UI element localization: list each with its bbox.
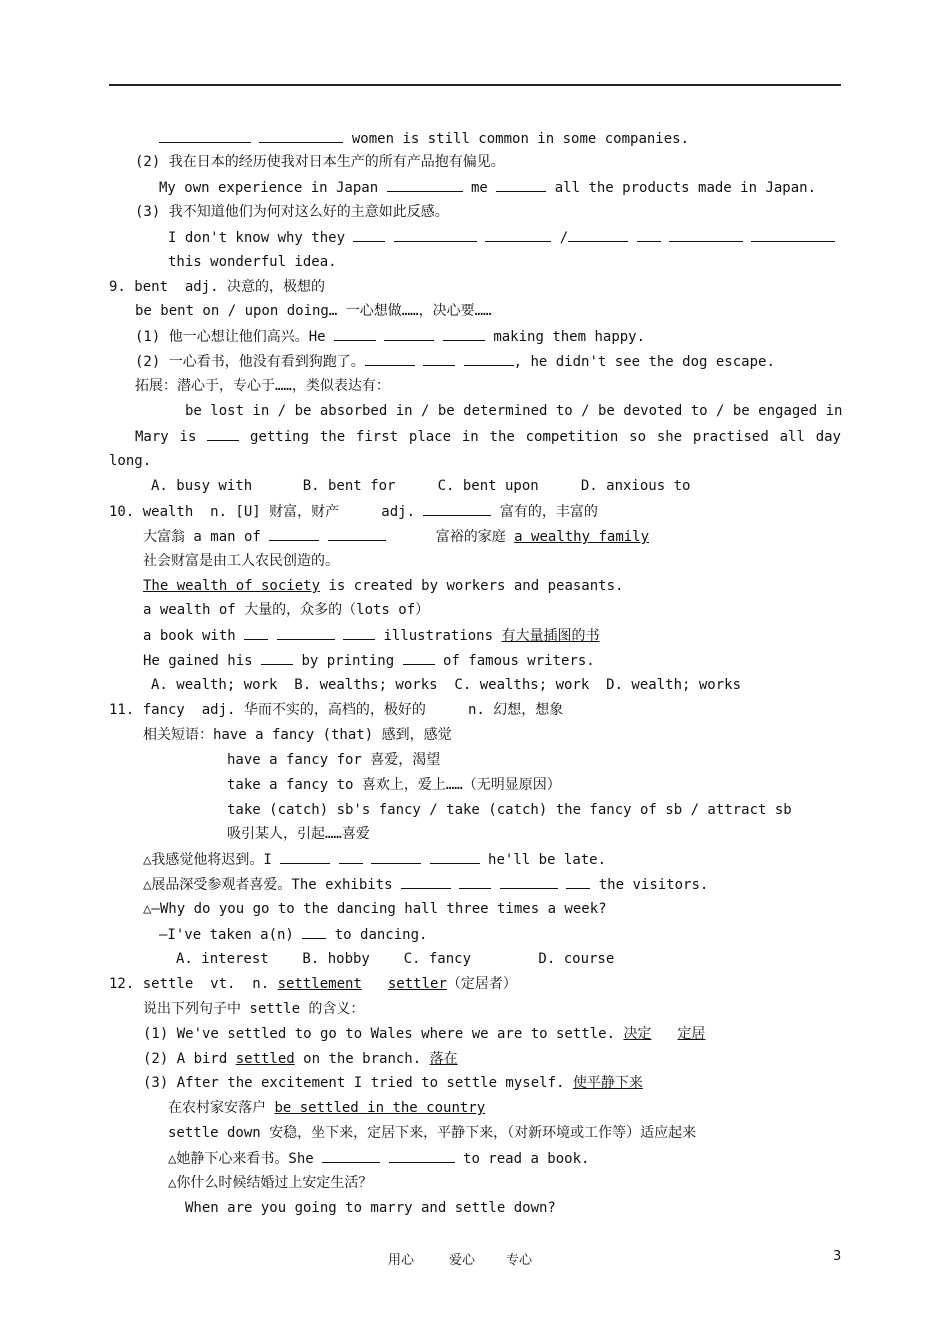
- answer-blank[interactable]: [261, 651, 293, 665]
- text-line: [168, 1099, 485, 1117]
- answer-blank[interactable]: [751, 228, 835, 242]
- text-line: 吸引某人，引起……喜爱: [227, 826, 370, 842]
- line-text: (2) 一心看书，他没有看到狗跑了。: [135, 354, 365, 370]
- line-text: women is still common in some companies.: [343, 131, 690, 147]
- answer-blank[interactable]: [459, 875, 491, 889]
- text-line: [143, 626, 599, 645]
- text-line: 拓展：潜心于，专心于……，类似表达有：: [135, 378, 390, 394]
- answer-blank[interactable]: [496, 178, 546, 192]
- answer-blank[interactable]: [269, 527, 319, 541]
- text-line: take (catch) sb's fancy / take (catch) the fancy of sb / attract sb: [227, 802, 792, 818]
- line-text: 在农村家安落户: [168, 1100, 275, 1116]
- answer-blank[interactable]: [343, 626, 375, 640]
- line-text: all the products made in Japan.: [546, 180, 817, 196]
- line-text: 大富翁 a man of: [143, 529, 270, 545]
- answer-blank[interactable]: [302, 925, 326, 939]
- answer-blank[interactable]: [371, 850, 421, 864]
- answer-blank[interactable]: [322, 1149, 380, 1163]
- choice-options: A. wealth; work B. wealths; works C. wealths; work D. wealth; works: [151, 677, 742, 693]
- text-line: (3) 我不知道他们为何对这么好的主意如此反感。: [135, 204, 449, 220]
- line-text: on the branch.: [294, 1051, 430, 1067]
- answer-blank[interactable]: [423, 352, 455, 366]
- answer-text: 决定: [623, 1026, 652, 1042]
- line-text: △我感觉他将迟到。I: [143, 852, 281, 868]
- line-text: by printing: [293, 653, 403, 669]
- line-text: /: [551, 230, 569, 246]
- answer-blank[interactable]: [280, 850, 330, 864]
- answer-text: settlement: [277, 976, 362, 992]
- answer-blank[interactable]: [159, 129, 251, 143]
- text-line: 说出下列句子中 settle 的含义：: [143, 1001, 365, 1017]
- answer-blank[interactable]: [244, 626, 268, 640]
- answer-blank[interactable]: [384, 327, 434, 341]
- text-line: a wealth of 大量的，众多的（lots of）: [143, 602, 430, 618]
- text-line: [135, 352, 775, 371]
- line-text: △展品深受参观者喜爱。The exhibits: [143, 877, 402, 893]
- text-line: this wonderful idea.: [168, 254, 337, 270]
- section-heading: [109, 975, 517, 993]
- text-line: [143, 651, 595, 670]
- answer-text: settler: [387, 976, 447, 992]
- line-text: (3) After the excitement I tried to settle myself.: [143, 1075, 573, 1091]
- answer-blank[interactable]: [430, 850, 480, 864]
- text-line: [135, 327, 645, 346]
- answer-text: The wealth of society: [143, 578, 321, 594]
- header-rule: [109, 84, 841, 86]
- answer-blank[interactable]: [365, 352, 415, 366]
- line-text: to dancing.: [326, 927, 428, 943]
- answer-blank[interactable]: [389, 1149, 455, 1163]
- line-text: （定居者）: [446, 976, 517, 992]
- answer-text: 使平静下来: [572, 1075, 643, 1091]
- answer-blank[interactable]: [277, 626, 335, 640]
- answer-blank[interactable]: [464, 352, 514, 366]
- answer-blank[interactable]: [353, 228, 385, 242]
- answer-text: 有大量插图的书: [501, 628, 600, 644]
- line-text: (2) A bird: [143, 1051, 236, 1067]
- answer-blank[interactable]: [500, 875, 558, 889]
- text-line: [168, 228, 835, 247]
- answer-blank[interactable]: [403, 651, 435, 665]
- answer-blank[interactable]: [334, 327, 376, 341]
- footer-text-left: 用心: [388, 1253, 415, 1268]
- answer-blank[interactable]: [394, 228, 477, 242]
- answer-text: 定居: [677, 1026, 706, 1042]
- line-text: My own experience in Japan: [159, 180, 387, 196]
- text-line: have a fancy for 喜爱，渴望: [227, 752, 441, 768]
- text-line: △—Why do you go to the dancing hall three times a week?: [143, 901, 607, 917]
- text-line: be lost in / be absorbed in / be determined to / be devoted to / be engaged in: [185, 403, 843, 419]
- line-text: 10. wealth n. [U] 财富，财产 adj.: [109, 504, 424, 520]
- text-line: [143, 1025, 705, 1043]
- answer-blank[interactable]: [637, 228, 661, 242]
- text-line: long.: [109, 453, 152, 469]
- text-line: When are you going to marry and settle down?: [185, 1200, 556, 1216]
- answer-blank[interactable]: [485, 228, 551, 242]
- choice-options: A. busy with B. bent for C. bent upon D. anxious to: [151, 478, 691, 494]
- answer-blank[interactable]: [207, 427, 239, 441]
- footer-text-right: 专心: [506, 1253, 533, 1268]
- section-heading: [109, 502, 598, 521]
- answer-blank[interactable]: [328, 527, 386, 541]
- line-text: , he didn't see the dog escape.: [513, 354, 775, 370]
- text-line: [143, 577, 623, 595]
- text-line: (2) 我在日本的经历使我对日本生产的所有产品抱有偏见。: [135, 154, 505, 170]
- answer-blank[interactable]: [387, 178, 463, 192]
- line-text: a book with: [143, 628, 245, 644]
- answer-blank[interactable]: [568, 228, 628, 242]
- text-line: settle down 安稳，坐下来，定居下来，平静下来，（对新环境或工作等）适应起来: [168, 1125, 697, 1141]
- line-text: is created by workers and peasants.: [320, 578, 624, 594]
- line-text: △她静下心来看书。She: [168, 1151, 323, 1167]
- answer-blank[interactable]: [259, 129, 343, 143]
- line-text: He gained his: [143, 653, 262, 669]
- line-text: (1) We've settled to go to Wales where we are to settle.: [143, 1026, 624, 1042]
- text-line: [168, 1149, 589, 1168]
- line-text: 富裕的家庭: [435, 529, 515, 545]
- section-heading: 11. fancy adj. 华而不实的，高档的，极好的 n. 幻想，想象: [109, 702, 564, 718]
- text-line: [135, 427, 841, 446]
- text-line: [143, 1050, 458, 1068]
- text-line: 相关短语：have a fancy (that) 感到，感觉: [143, 727, 452, 743]
- line-text: getting the first place in the competition so she practised all day: [239, 429, 841, 445]
- text-line: △你什么时候结婚过上安定生活？: [168, 1175, 373, 1191]
- line-text: he'll be late.: [479, 852, 607, 868]
- text-line: 社会财富是由工人农民创造的。: [143, 553, 339, 569]
- page-number: 3: [833, 1249, 842, 1264]
- answer-text: be settled in the country: [274, 1100, 486, 1116]
- line-text: Mary is: [135, 429, 208, 445]
- line-text: of famous writers.: [434, 653, 595, 669]
- line-text: —I've taken a(n): [159, 927, 303, 943]
- line-text: 富有的，丰富的: [491, 504, 598, 520]
- answer-text: 落在: [429, 1051, 458, 1067]
- text-line: [159, 925, 427, 944]
- answer-blank[interactable]: [566, 875, 590, 889]
- text-line: [159, 178, 816, 197]
- answer-blank[interactable]: [443, 327, 485, 341]
- line-text: to read a book.: [454, 1151, 590, 1167]
- answer-blank[interactable]: [401, 875, 451, 889]
- section-heading: 9. bent adj. 决意的，极想的: [109, 279, 326, 295]
- line-text: (1) 他一心想让他们高兴。He: [135, 329, 335, 345]
- text-line: [143, 1074, 643, 1092]
- answer-blank[interactable]: [669, 228, 743, 242]
- line-text: illustrations: [375, 628, 502, 644]
- line-text: I don't know why they: [168, 230, 354, 246]
- text-line: take a fancy to 喜欢上，爱上……（无明显原因）: [227, 777, 561, 793]
- footer-text-middle: 爱心: [449, 1253, 476, 1268]
- line-text: me: [462, 180, 497, 196]
- answer-blank[interactable]: [423, 502, 491, 516]
- line-text: making them happy.: [484, 329, 646, 345]
- text-line: [143, 850, 606, 869]
- text-line: [143, 527, 649, 546]
- answer-text: a wealthy family: [514, 529, 650, 545]
- text-line: be bent on / upon doing… 一心想做……，决心要……: [135, 303, 492, 319]
- line-text: the visitors.: [590, 877, 709, 893]
- text-line: [143, 875, 708, 894]
- text-line: [159, 129, 689, 148]
- answer-text: settled: [235, 1051, 295, 1067]
- line-text: 12. settle vt. n.: [109, 976, 278, 992]
- answer-blank[interactable]: [339, 850, 363, 864]
- choice-options: A. interest B. hobby C. fancy D. course: [176, 951, 615, 967]
